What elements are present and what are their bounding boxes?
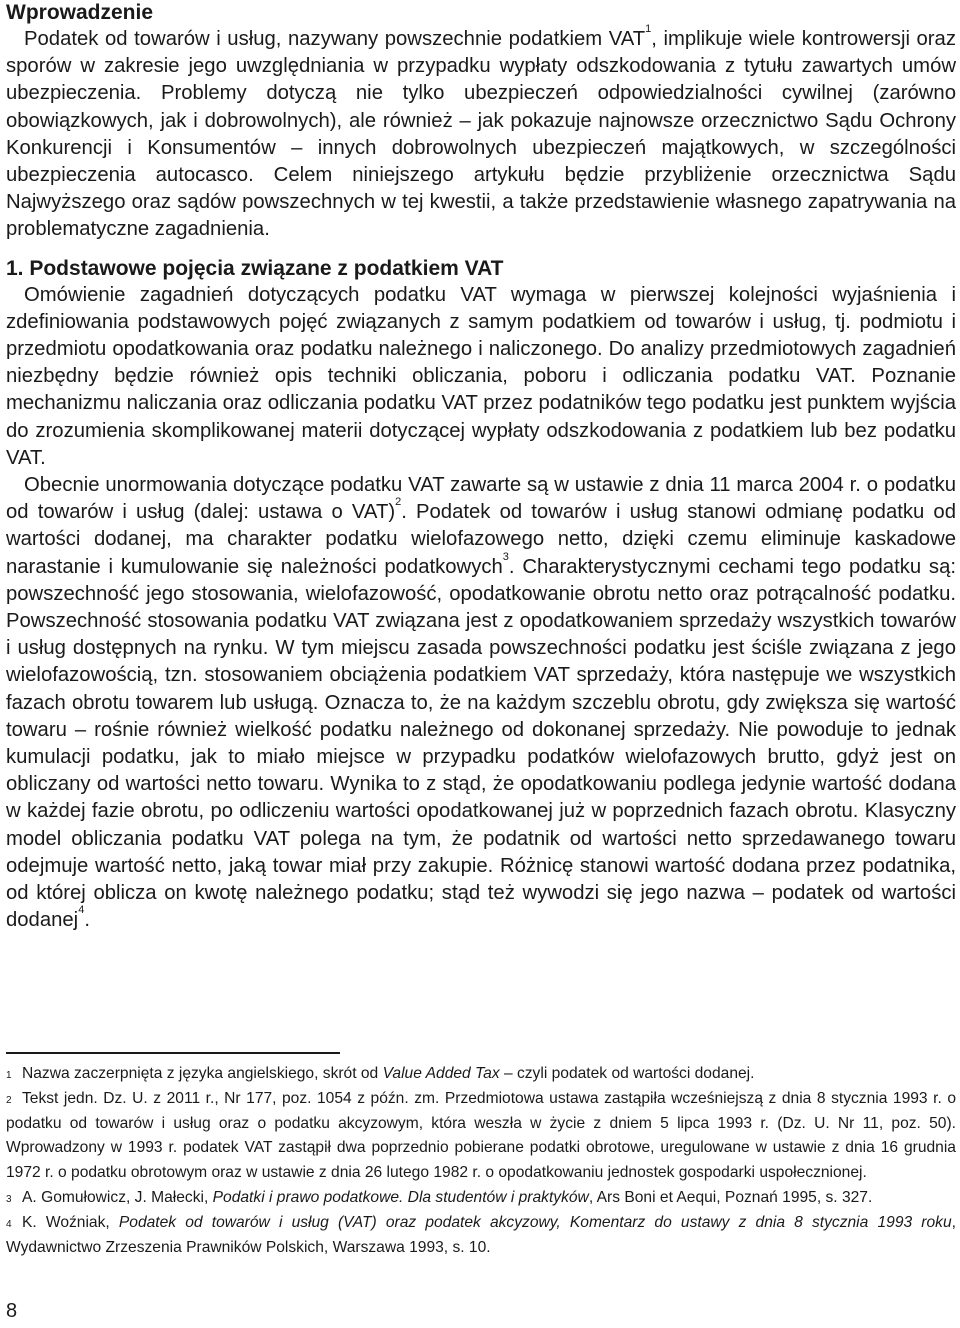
footnote-1 [6,1062,956,1087]
footnote-ref-3[interactable]: 3 [502,550,509,563]
footnote-1-text-b: – czyli podatek od wartości dodanej. [499,1065,755,1082]
intro-text-b: , implikuje wiele kontrowersji oraz sporów w zakresie jego uwzględniania w przypadku wypłaty odszkodowania z tytułu zawartych umów ubezpieczenia. Problemy dotyczą nie tylko ubezpieczeń odpowiedzialności cywilnej (zarówno obowiązkowych, jak i dobrowolnych), ale również – jak pokazuje najnowsze orzecznictwo Sądu Ochrony Konkurencji i Konsumentów – innych dobrowolnych ubezpieczeń majątkowych, w szczególności ubezpieczenia autocasco. Celem niniejszego artykułu będzie przybliżenie orzecznictwa Sądu Najwyższego oraz sądów powszechnych w tej kwestii, a także przedstawienie własnego zapatrywania na problematyczne zagadnienia. [6,28,956,241]
footnote-4 [6,1211,956,1261]
intro-text-a: Podatek od towarów i usług, nazywany powszechnie podatkiem VAT [24,28,646,50]
page-body [6,0,956,935]
footnote-ref-2[interactable]: 2 [395,496,402,509]
footnote-4-number: 4 [6,1218,12,1230]
footnote-3-text-b: , Ars Boni et Aequi, Poznań 1995, s. 327. [588,1188,873,1206]
footnote-2-number: 2 [6,1094,12,1106]
footnote-2-text: Tekst jedn. Dz. U. z 2011 r., Nr 177, poz. 1054 z późn. zm. Przedmiotowa ustawa zastąpiła wcześniejszą z dnia 8 stycznia 1993 r. o podatku od towarów i usług oraz o podatku akcyzowym, która weszła w życie z dniem 5 lipca 1993 r. (Dz. U. Nr 11, poz. 50). Wprowadzony w 1993 r. podatek VAT zastąpił dwa poprzednio pobierane podatki obrotowe, uregulowane w ustawie z dnia 16 grudnia 1972 r. o podatku obrotowym oraz w ustawie z dnia 26 lutego 1982 r. o opodatkowaniu jednostek gospodarki uspołecznionej. [6,1089,956,1182]
footnote-1-text-a: Nazwa zaczerpnięta z języka angielskiego, skrót od [22,1065,383,1082]
footnotes [6,1052,956,1260]
footnote-1-italic: Value Added Tax [382,1065,500,1082]
footnote-3-italic: Podatki i prawo podatkowe. Dla studentów i praktyków [212,1188,589,1206]
footnote-3-number: 3 [6,1193,12,1205]
footnote-4-text-a: K. Woźniak, [22,1213,119,1231]
paragraph-2-text-c: . Charakterystycznymi cechami tego podatku są: powszechność jego stosowania, wielofazowość, opodatkowanie obrotu netto oraz potrącalność podatku. Powszechność stosowania podatku VAT związana jest z opodatkowaniem sprzedaży wszystkich towarów i usług dostępnych na rynku. W tym miejscu zasada powszechności podatku jest ściśle związana z jego wielofazowością, tzn. stosowaniem obciążenia podatkiem VAT sprzedaży, która następuje we wszystkich fazach obrotu towarem lub usługą. Oznacza to, że na każdym szczeblu obrotu, gdy zwiększa się wartość towaru – rośnie również wielkość podatku należnego od dokonanej sprzedaży. Nie powoduje to jednak kumulacji podatku, jak to miało miejsce w przypadku podatków wielofazowych brutto, gdyż jest on obliczany od wartości netto towaru. Wynika to z stąd, że opodatkowaniu podlega jedynie wartość dodana w każdej fazie obrotu, po odliczeniu wartości opodatkowanej już w poprzednich fazach obrotu. Klasyczny model obliczania podatku VAT polega na tym, że podatnik od wartości netto sprzedawanego towaru odejmuje wartość netto, jaką towar miał przy zakupie. Różnicę stanowi wartość dodana przez podatnika, od której oblicza on kwotę należnego podatku; stąd też wywodzi się jego nazwa – podatek od wartości dodanej [6,555,956,932]
paragraph-2-text-d: . [84,909,90,932]
footnote-3 [6,1186,956,1211]
footnote-1-number: 1 [6,1070,12,1081]
footnote-2 [6,1087,956,1186]
section-1 [6,256,956,935]
section-1-paragraph-1: Omówienie zagadnień dotyczących podatku VAT wymaga w pierwszej kolejności wyjaśnienia i zdefiniowania podstawowych pojęć związanych z samym podatkiem od towarów i usług, tj. podmiotu i przedmiotu opodatkowania oraz podatku należnego i naliczonego. Do analizy przedmiotowych zagadnień niezbędny będzie również opis techniki obliczania, poboru i odliczania podatku VAT. Poznanie mechanizmu naliczania oraz odliczania podatku VAT przez podatników tego podatku jest punktem wyjścia do zrozumienia skomplikowanej materii dotyczącej wypłaty odszkodowania z podatkiem lub bez podatku VAT. [6,283,956,469]
section-1-paragraph-2 [6,472,956,934]
paragraph-2-text-a: Obecnie unormowania dotyczące podatku VAT zawarte są w ustawie z dnia 11 marca 2004 r. o podatku od towarów i usług (dalej: ustawa o VAT) [6,474,956,524]
intro-paragraph [6,23,956,244]
footnote-4-italic: Podatek od towarów i usług (VAT) oraz podatek akcyzowy, Komentarz do ustawy z dnia 8 stycznia 1993 roku [118,1213,952,1231]
section-1-heading: 1. Podstawowe pojęcia związane z podatkiem VAT [6,256,504,280]
footnote-separator [6,1052,340,1054]
footnote-4-text-b: , Wydawnictwo Zrzeszenia Prawników Polskich, Warszawa 1993, s. 10. [6,1213,956,1256]
footnote-ref-4[interactable]: 4 [78,904,85,917]
page-number: 8 [6,1300,18,1322]
paragraph-2-text-b: . Podatek od towarów i usług stanowi odmianę podatku od wartości dodanej, ma charakter podatku wielofazowego netto, dzięki czemu eliminuje kaskadowe narastanie i kumulowanie się należności podatkowych [6,501,956,578]
intro-heading: Wprowadzenie [6,1,154,24]
footnote-ref-1[interactable]: 1 [645,23,652,35]
footnote-3-text-a: A. Gomułowicz, J. Małecki, [22,1188,213,1206]
